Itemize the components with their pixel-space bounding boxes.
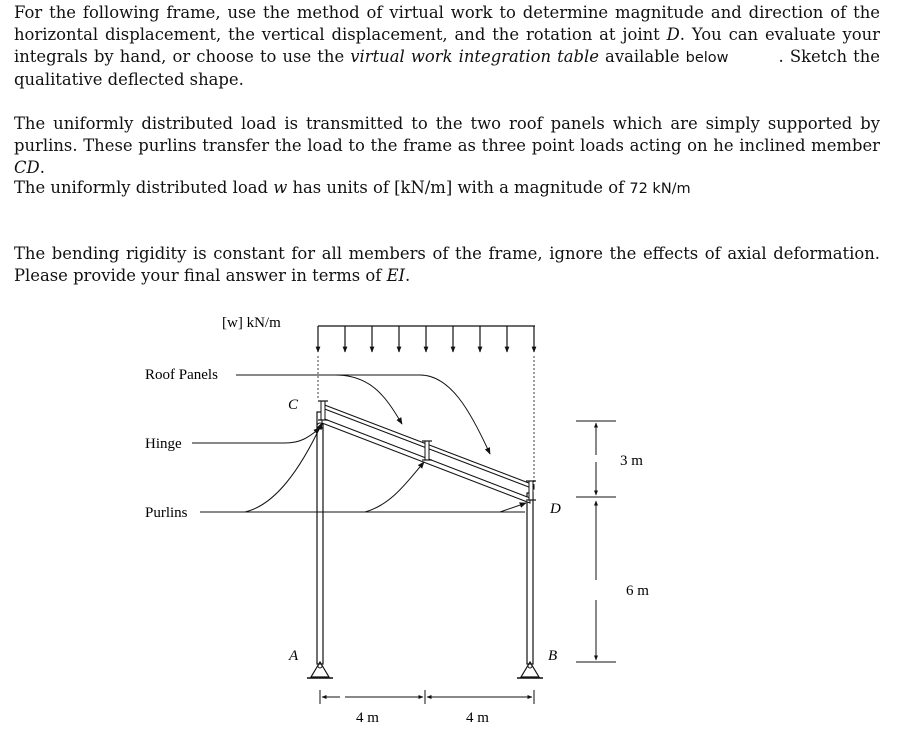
hinge-leader xyxy=(192,428,320,443)
p1-text-c: available xyxy=(598,47,686,66)
dim-6m-label: 6 m xyxy=(626,583,649,599)
p4-text-b: . xyxy=(405,266,411,285)
frame-diagram xyxy=(0,300,923,743)
load-symbol-w: w xyxy=(273,178,288,197)
dimension-6m xyxy=(576,501,616,662)
dimension-3m xyxy=(576,421,616,497)
problem-paragraph-4 xyxy=(14,243,880,287)
column-bd xyxy=(527,493,533,664)
purlins-leader-mid xyxy=(365,462,424,512)
distributed-load xyxy=(318,326,535,352)
roof-panels-label: Roof Panels xyxy=(145,367,218,383)
p1-text-a: For the following frame, use the method of virtual work to determine magnitude and direction of the horizontal displacement, the vertical displacement, and the rotation at joint xyxy=(14,3,880,44)
p4-text-a: The bending rigidity is constant for all members of the frame, ignore the effects of axial deformation. Please provide your final answer in terms of xyxy=(14,244,880,285)
pin-support-b xyxy=(517,662,543,678)
problem-paragraph-1 xyxy=(14,2,880,91)
node-b-label: B xyxy=(548,648,558,664)
p3-text-a: The uniformly distributed load xyxy=(14,178,274,197)
load-label: [w] kN/m xyxy=(222,315,281,331)
joint-d-ref: D xyxy=(666,25,680,44)
dim-4m-right-label: 4 m xyxy=(466,710,489,726)
hinge-label: Hinge xyxy=(145,436,182,452)
node-c-label: C xyxy=(288,397,299,413)
load-magnitude: 72 kN/m xyxy=(629,181,691,197)
dimension-4m-left xyxy=(320,690,425,704)
node-d-label: D xyxy=(550,501,561,517)
p2-text-a: The uniformly distributed load is transmitted to the two roof panels which are simply supported by purlins. These purlins transfer the load to the frame as three point loads acting on he inclined member xyxy=(14,114,880,155)
purlins-label: Purlins xyxy=(145,505,188,521)
below-link[interactable]: below xyxy=(685,50,729,66)
purlins-leader-c xyxy=(245,423,322,512)
dim-4m-left-label: 4 m xyxy=(356,710,379,726)
p2-text-b: . xyxy=(39,158,45,177)
problem-paragraph-2 xyxy=(14,113,880,179)
p1-text-b: . You can evaluate your integrals by hand, or choose to use the xyxy=(14,25,880,66)
member-cd-ref: CD xyxy=(14,158,40,177)
dimension-4m-right xyxy=(427,690,534,704)
pin-support-a xyxy=(307,662,333,678)
purlins-leader-d xyxy=(500,503,526,512)
column-ac xyxy=(317,412,323,664)
node-a-label: A xyxy=(289,648,299,664)
p1-text-d: . Sketch the qualitative deflected shape. xyxy=(14,47,880,89)
p3-text-b: has units of [kN/m] with a magnitude of xyxy=(287,178,630,197)
dim-3m-label: 3 m xyxy=(620,453,643,469)
ei-symbol: EI xyxy=(386,266,406,285)
integration-table-ref: virtual work integration table xyxy=(350,47,599,66)
problem-paragraph-3 xyxy=(14,177,880,200)
